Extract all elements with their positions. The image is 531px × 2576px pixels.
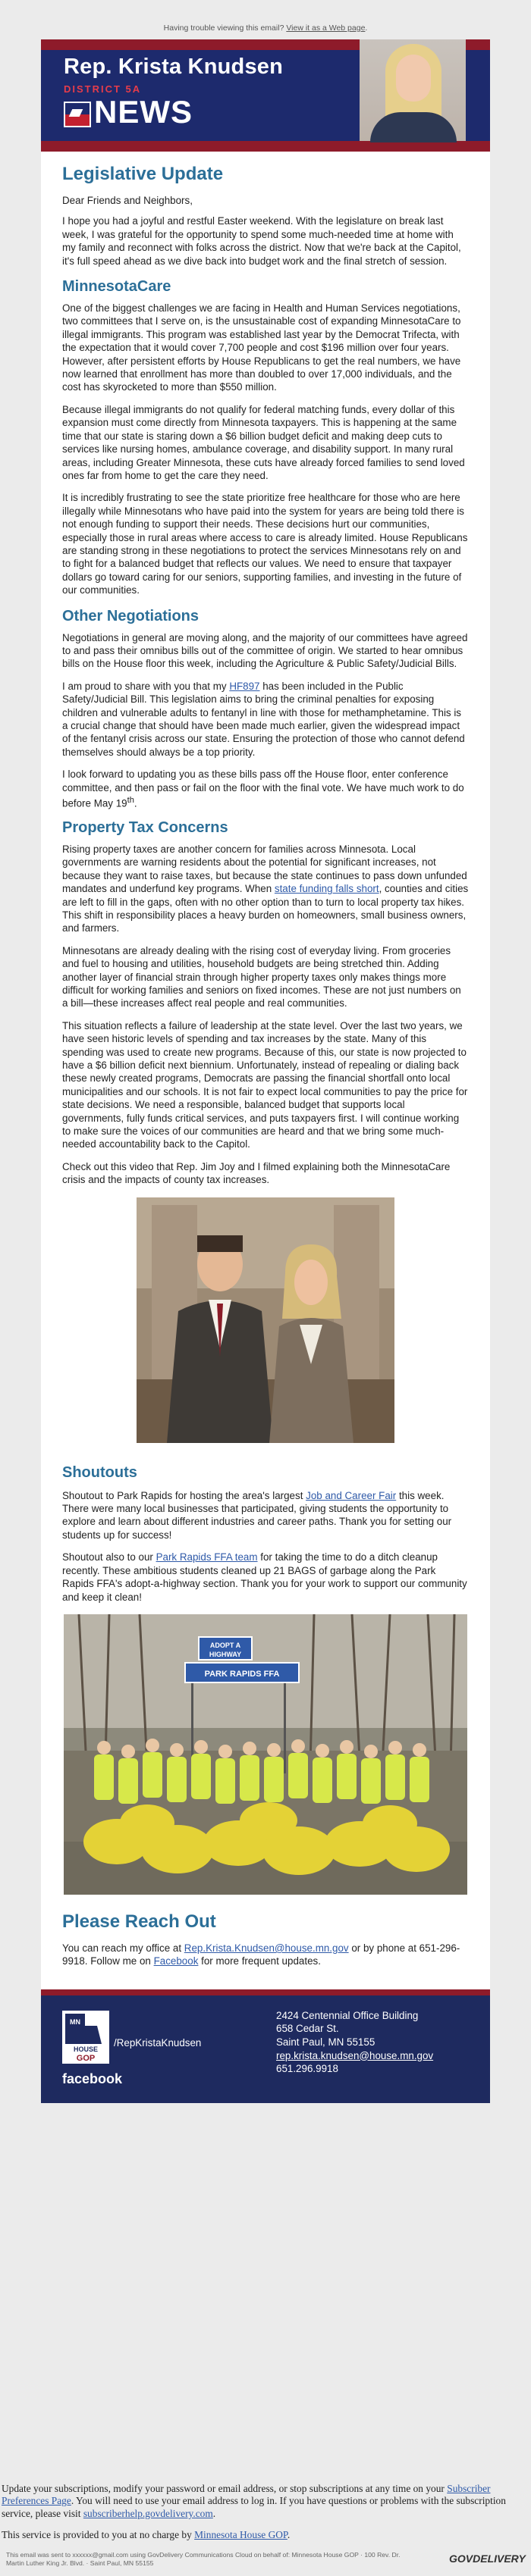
facebook-handle-link[interactable]: /RepKristaKnudsen: [114, 2036, 202, 2049]
property-paragraph-3: This situation reflects a failure of leadership at the state level. Over the last two years, we have seen historic levels of spending and tax increases by the state. Many of this spending was used to create new programs. Because of this, our state is now projected to have a $6 billion deficit next biennium. Unfortunately, instead of repealing or dialing back these newly created programs, Democrats are passing the financial shortfall onto local municipalities and our schools. It is not fair to expect local communities to pay the price for state decisions. We need a responsible, balanced budget that supports local governments, fully funds critical services, and puts taxpayers first. I will continue working to make sure the voices of our communities are heard and that we bring some much-needed accountability back to the Capitol.: [62, 1019, 468, 1150]
news-title: NEWS: [94, 94, 193, 130]
shoutouts-paragraph-2: Shoutout also to our Park Rapids FFA team for taking the time to do a ditch cleanup recently. These ambitious students cleaned up 21 BAGS of garbage along the Park Rapids FFA's adopt-a-highway section. Thank you for your work to support our community and keep it clean!: [62, 1551, 467, 1603]
property-paragraph-1: Rising property taxes are another concern for families across Minnesota. Local governments are warning residents about the potential for significant increases, not because they want to raise taxes, but because the state continues to pass down unfunded mandates and underfund key programs. When state funding falls short, counties and cities are left to fill in the gaps, often with no other option than to turn to local property tax hikes. This shift in responsibility places a heavy burden on homeowners, small business owners, and farmers.: [62, 843, 469, 934]
sign-highway-text: HIGHWAY: [209, 1650, 242, 1658]
property-paragraph-4: Check out this video that Rep. Jim Joy and I filmed explaining both the MinnesotaCare crisis and the impacts of county tax increases.: [62, 1160, 451, 1186]
ffa-group-image: [64, 1614, 467, 1895]
property-tax-heading: Property Tax Concerns: [62, 818, 228, 836]
minnesotacare-paragraph-1: One of the biggest challenges we are facing in Health and Human Services negotiations, two committees that I serve on, is the unsustainable cost of expanding MinnesotaCare to illegal immigrants. This program was established last year by the Democrat Trifecta, with the expectation that it would cover 7,700 people and cost $196 million over four years. However, after persistent efforts by House Republicans to get the real numbers, we have now learned that enrollment has more than doubled to over 17,000 individuals, and the cost has skyrocketed to more than $550 million.: [62, 302, 461, 393]
property-paragraph-2: Minnesotans are already dealing with the rising cost of everyday living. From groceries and fuel to housing and utilities, household budgets are being stretched thin. Adding another layer of financial strain through higher property taxes only makes things more difficult for working families and seniors on fixed incomes. These are not just numbers on a bill—these increases affect real people and real communities.: [62, 944, 461, 1009]
legislative-update-heading: Legislative Update: [62, 164, 224, 184]
greeting: Dear Friends and Neighbors,: [62, 195, 193, 206]
job-fair-link[interactable]: Job and Career Fair: [306, 1489, 397, 1501]
state-funding-link[interactable]: state funding falls short: [274, 883, 379, 895]
ffa-cleanup-photo: [64, 1614, 467, 1895]
service-provider-paragraph: This service is provided to you at no charge by Minnesota House GOP.: [2, 2529, 291, 2541]
svg-text:HOUSE: HOUSE: [73, 2045, 99, 2053]
house-gop-link[interactable]: Minnesota House GOP: [194, 2529, 287, 2541]
subscription-notice: [0, 2483, 531, 2542]
other-negotiations-heading: Other Negotiations: [62, 607, 200, 624]
shoutouts-paragraph-1: Shoutout to Park Rapids for hosting the area's largest Job and Career Fair this week. There were many local businesses that participated, giving students the opportunity to explore and learn about different industries and career paths. Thank you for setting our students up for success!: [62, 1489, 452, 1541]
sign-ffa-text: PARK RAPIDS FFA: [204, 1669, 280, 1679]
svg-text:GOP: GOP: [76, 2053, 96, 2063]
shoutouts-heading: Shoutouts: [62, 1463, 137, 1481]
office-address: 2424 Centennial Office Building 658 Cedar St. Saint Paul, MN 55155 rep.krista.knudsen@house.mn.gov 651.296.9918: [276, 2009, 434, 2075]
negotiations-paragraph-2: I am proud to share with you that my HF897 has been included in the Public Safety/Judicial Bill. This legislation aims to bring the criminal penalties for exposing children and vulnerable adults to fentanyl in line with those for methamphetamine. This is a crucial change that should have been made much earlier, given the widespread impact of the fentanyl crisis across our state. Ensuring the protection of those who cannot defend themselves should always be a top priority.: [62, 680, 465, 758]
minnesotacare-heading: MinnesotaCare: [62, 278, 171, 296]
web-view-link[interactable]: View it as a Web page: [286, 23, 366, 33]
newsletter-header: [41, 39, 490, 152]
mn-house-gop-logo[interactable]: [62, 2011, 109, 2064]
minnesotacare-paragraph-3: It is incredibly frustrating to see the state prioritize free healthcare for those who are here illegally while Minnesotans who have paid into the system for years are being told there is not enough funding to support their needs. These decisions hurt our communities, especially those in rural areas where access to care is already limited. House Republicans are standing strong in these negotiations to protect the services Minnesotans rely on and to fight for a balanced budget that reflects our values. We need to ensure that taxpayer dollars go toward caring for our seniors, supporting families, and investing in the future of our communities.: [62, 492, 468, 596]
office-email-link[interactable]: Rep.Krista.Knudsen@house.mn.gov: [184, 1942, 349, 1954]
reach-out-heading: Please Reach Out: [62, 1911, 216, 1932]
contact-paragraph: You can reach my office at Rep.Krista.Knudsen@house.mn.gov or by phone at 651-296-9918. Follow me on Facebook for more frequent updates.: [62, 1942, 460, 1967]
newsletter-container: [41, 39, 490, 2103]
facebook-icon[interactable]: facebook: [62, 2071, 123, 2086]
govdelivery-logo: GOVDELIVERY: [449, 2553, 526, 2565]
footer-email-link[interactable]: rep.krista.knudsen@house.mn.gov: [276, 2049, 434, 2061]
minnesotacare-paragraph-2: Because illegal immigrants do not qualify for federal matching funds, every dollar of this expansion must come directly from Minnesota taxpayers. This is happening at the same time that our state is staring down a $6 billion budget deficit and making deep cuts to services like nursing homes, ambulance coverage, and disability support. In many rural areas, including Greater Minnesota, these cuts have already forced families to send loved ones far from home to get the care they need.: [62, 403, 465, 481]
hf897-link[interactable]: HF897: [229, 680, 260, 692]
sign-adopt-text: ADOPT A: [209, 1641, 241, 1649]
negotiations-paragraph-1: Negotiations in general are moving along, and the majority of our committees have agreed to and pass their omnibus bills out of the committee of origin. We started to hear omnibus bills on the House floor this week, including the Agriculture & Public Safety/Judicial Bills.: [62, 631, 468, 670]
representative-name: Rep. Krista Knudsen: [64, 55, 284, 79]
subscriber-preferences-link[interactable]: Subscriber Preferences Page: [2, 2483, 491, 2507]
newsletter-footer: [41, 1989, 490, 2103]
video-thumbnail[interactable]: [137, 1197, 394, 1443]
capitol-photo-image: [137, 1197, 394, 1443]
newsletter-body: [41, 152, 490, 1989]
subscription-paragraph: Update your subscriptions, modify your password or email address, or stop subscriptions at any time on your Subscriber Preferences Page. You will need to use your email address to log in. If you have questions or problems with the subscription service, please visit subscriberhelp.govdelivery.com.: [2, 2483, 506, 2519]
facebook-link[interactable]: Facebook: [153, 1955, 199, 1967]
svg-text:MN: MN: [70, 2017, 80, 2026]
ffa-team-link[interactable]: Park Rapids FFA team: [156, 1551, 258, 1563]
minnesota-flag-icon: [64, 102, 91, 127]
district-label: DISTRICT 5A: [64, 83, 142, 95]
negotiations-paragraph-3: I look forward to updating you as these bills pass off the House floor, enter conference committee, and then pass or fail on the floor with the final vote. We have much work to do before May 19th.: [62, 768, 464, 809]
web-view-notice: Having trouble viewing this email? View it as a Web page.: [163, 23, 368, 33]
fine-print: This email was sent to xxxxxx@gmail.com using GovDelivery Communications Cloud on behalf of: Minnesota House GOP · 100 Rev. Dr. Martin Luther King Jr. Blvd. · Saint Paul, MN 55155: [6, 2551, 401, 2567]
subscriber-help-link[interactable]: subscriberhelp.govdelivery.com: [83, 2507, 213, 2519]
intro-paragraph: I hope you had a joyful and restful Easter weekend. With the legislature on break last week, I was grateful for the opportunity to spend some much-needed time at home with my family and reconnect with folks across the district. Now that we're back at the Capitol, it's full speed ahead as we dive back into budget work and the final stretch of session.: [62, 215, 461, 267]
